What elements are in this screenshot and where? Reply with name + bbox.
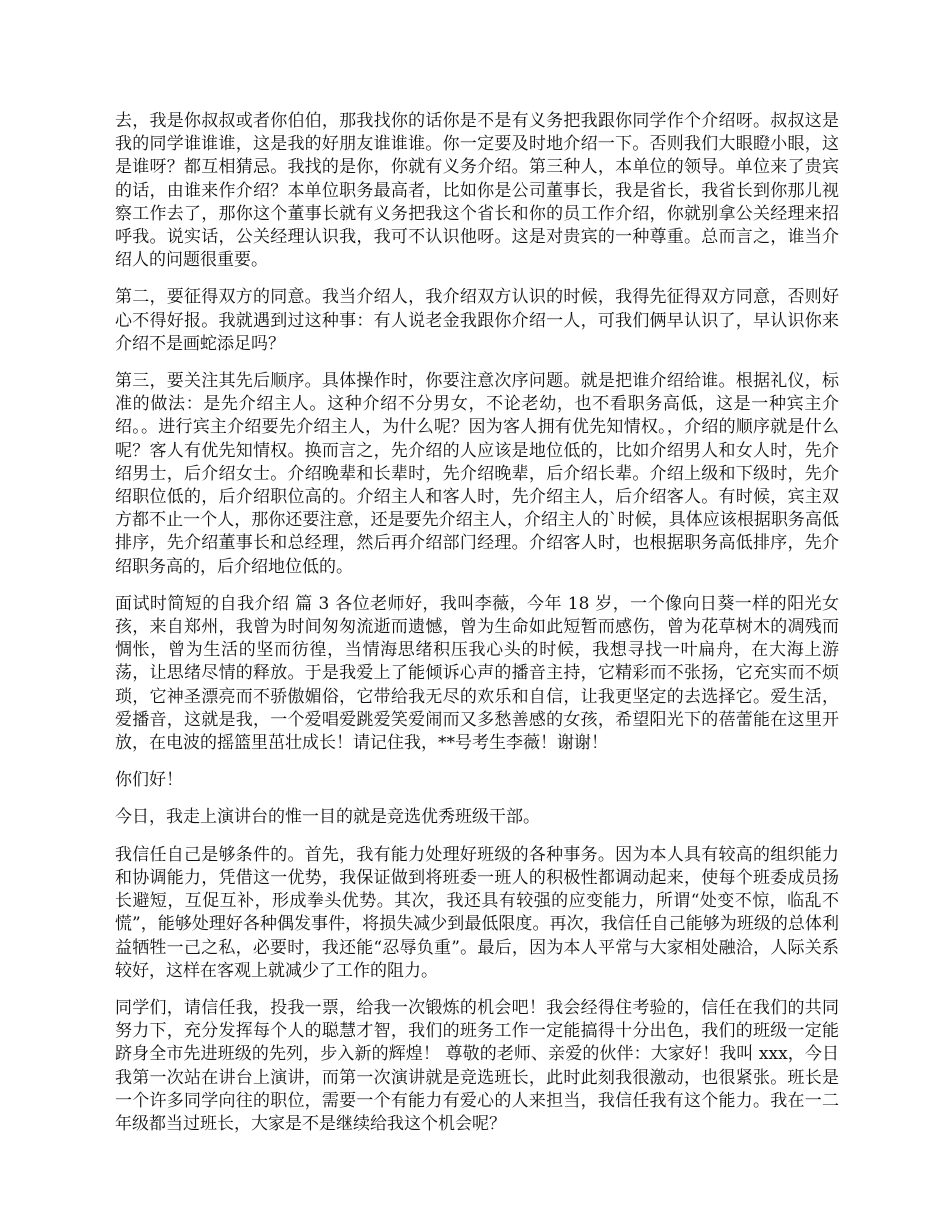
- paragraph-intro-duty: 去，我是你叔叔或者你伯伯，那我找你的话你是不是有义务把我跟你同学作个介绍呀。叔叔这是我的同学谁谁谁，这是我的好朋友谁谁谁。你一定要及时地介绍一下。否则我们大眼瞪小眼，这是谁呀？都互相猜忌。我找的是你，你就有义务介绍。第三种人，本单位的领导。单位来了贵宾的话，由谁来作介绍？本单位职务最高者，比如你是公司董事长，我是省长，我省长到你那儿视察工作去了，那你这个董事长就有义务把我这个省长和你的员工作介绍，你就别拿公关经理来招呼我。说实话，公关经理认识我，我可不认识他呀。这是对贵宾的一种尊重。总而言之，谁当介绍人的问题很重要。: [115, 111, 839, 271]
- paragraph-self-intro: 面试时简短的自我介绍 篇 3 各位老师好，我叫李薇，今年 18 岁，一个像向日葵一样的阳光女孩，来自郑州，我曾为时间匆匆流逝而遗憾，曾为生命如此短暂而感伤，曾为花草树木的凋残而惆怅，曾为生活的坚而彷徨，当情海思绪积压我心头的时候，我想寻找一叶扁舟，在大海上游荡，让思绪尽情的释放。于是我爱上了能倾诉心声的播音主持，它精彩而不张扬，它充实而不烦琐，它神圣漂亮而不骄傲媚俗，它带给我无尽的欢乐和自信，让我更坚定的去选择它。爱生活，爱播音，这就是我，一个爱唱爱跳爱笑爱闹而又多愁善感的女孩，希望阳光下的蓓蕾能在这里开放，在电波的摇篮里茁壮成长！请记住我，**号考生李薇！谢谢！: [115, 593, 839, 754]
- paragraph-qualifications: 我信任自己是够条件的。首先，我有能力处理好班级的各种事务。因为本人具有较高的组织能力和协调能力，凭借这一优势，我保证做到将班委一班人的积极性都调动起来，使每个班委成员扬长避短，互促互补，形成拳头优势。其次，我还具有较强的应变能力，所谓“处变不惊，临乱不慌”，能够处理好各种偶发事件，将损失减少到最低限度。再次，我信任自己能够为班级的总体利益牺牲一己之私，必要时，我还能“忍辱负重”。最后，因为本人平常与大家相处融洽，人际关系较好，这样在客观上就减少了工作的阻力。: [115, 844, 839, 981]
- paragraph-consent: 第二，要征得双方的同意。我当介绍人，我介绍双方认识的时候，我得先征得双方同意，否则好心不得好报。我就遇到过这种事：有人说老金我跟你介绍一人，可我们俩早认识了，早认识你来介绍不是画蛇添足吗？: [115, 287, 839, 354]
- paragraph-appeal: 同学们，请信任我，投我一票，给我一次锻炼的机会吧！我会经得住考验的，信任在我们的共同努力下，充分发挥每个人的聪慧才智，我们的班务工作一定能搞得十分出色，我们的班级一定能跻身全市先进班级的先列，步入新的辉煌！ 尊敬的老师、亲爱的伙伴：大家好！我叫 xxx，今日我第一次站在讲台上演讲，而第一次演讲就是竞选班长，此时此刻我很激动，也很紧张。班长是一个许多同学向往的职位，需要一个有能力有爱心的人来担当，我信任我有这个能力。我在一二年级都当过班长，大家是不是继续给我这个机会呢？: [115, 997, 839, 1134]
- paragraph-purpose: 今日，我走上演讲台的惟一目的就是竞选优秀班级干部。: [115, 807, 540, 828]
- document-body: [115, 110, 839, 1150]
- paragraph-order: 第三，要关注其先后顺序。具体操作时，你要注意次序问题。就是把谁介绍给谁。根据礼仪，标准的做法：是先介绍主人。这种介绍不分男女，不论老幼，也不看职务高低，这是一种宾主介绍。。进行宾主介绍要先介绍主人，为什么呢？因为客人拥有优先知情权。，介绍的顺序就是什么呢？客人有优先知情权。换而言之，先介绍的人应该是地位低的，比如介绍男人和女人时，先介绍男士，后介绍女士。介绍晚辈和长辈时，先介绍晚辈，后介绍长辈。介绍上级和下级时，先介绍职位低的，后介绍职位高的。介绍主人和客人时，先介绍主人，后介绍客人。有时候，宾主双方都不止一个人，那你还要注意，还是要先介绍主人，介绍主人的`时候，具体应该根据职务高低排序，先介绍董事长和总经理，然后再介绍部门经理。介绍客人时，也根据职务高低排序，先介绍职务高的，后介绍地位低的。: [115, 371, 839, 577]
- paragraph-greeting: 你们好！: [115, 770, 183, 791]
